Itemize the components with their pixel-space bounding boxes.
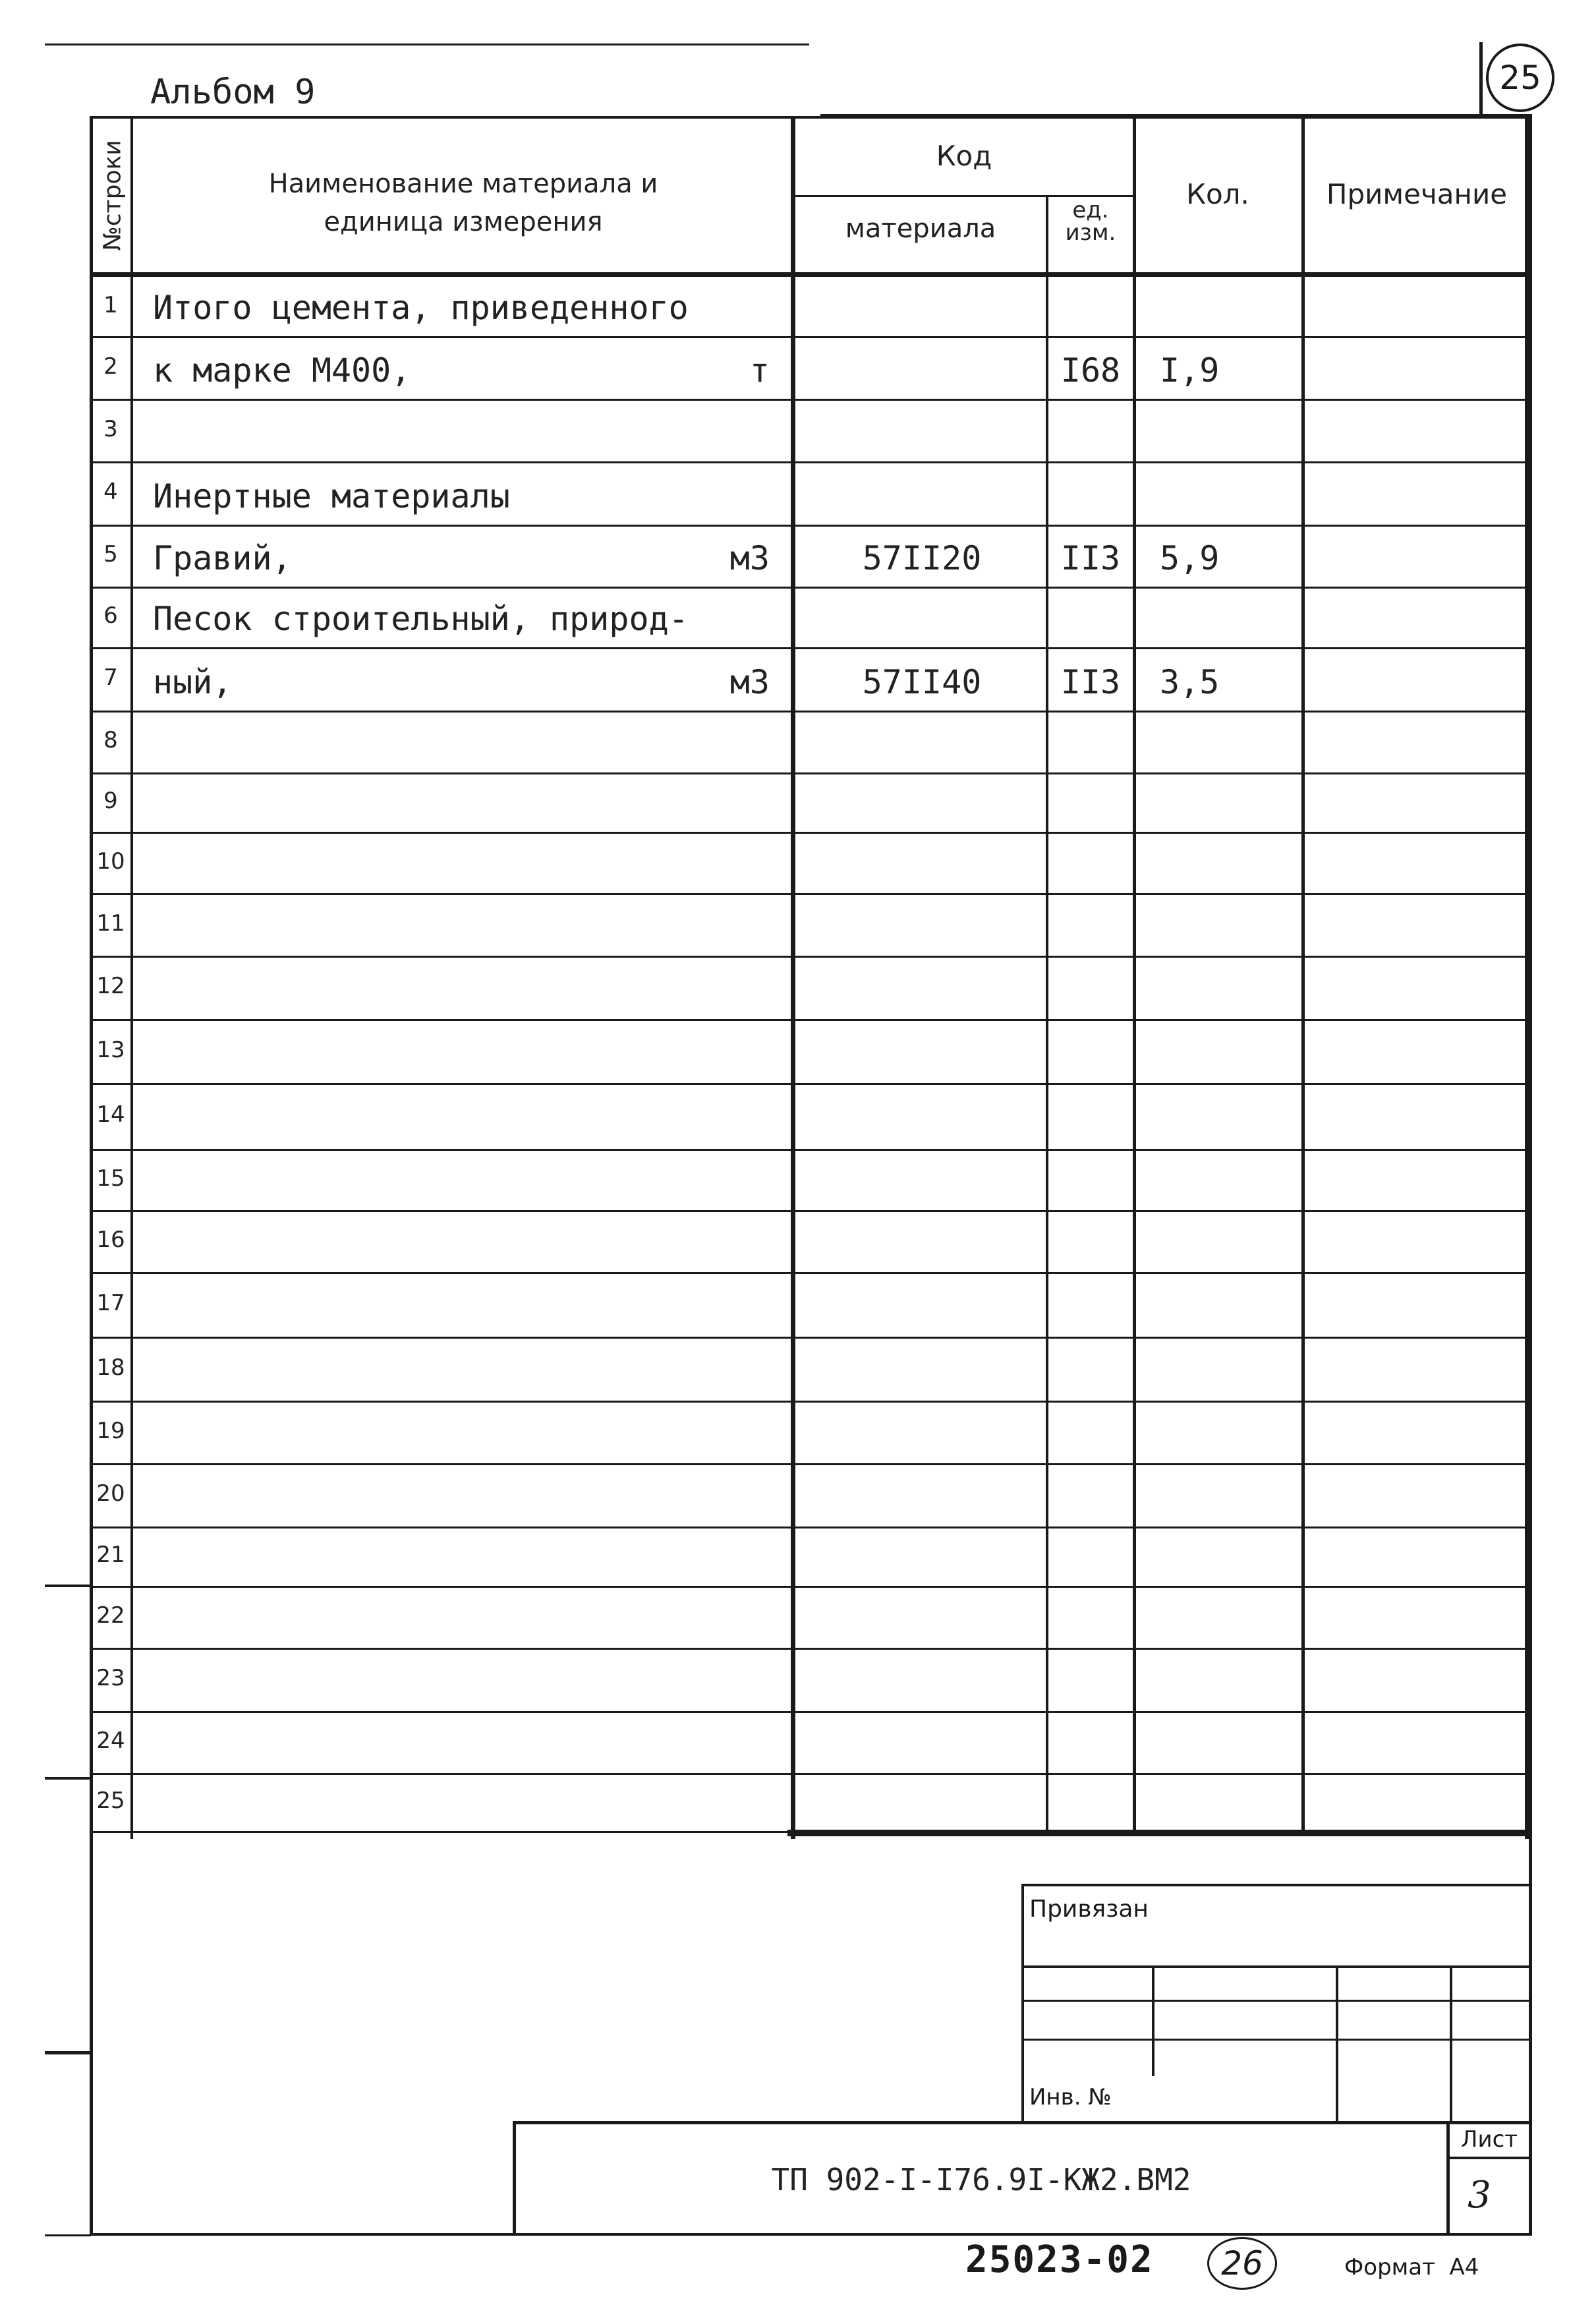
col-qty-header: Кол. bbox=[1186, 178, 1249, 210]
column-line bbox=[1133, 116, 1136, 1832]
col-name-header: Наименование материала и единица измерения bbox=[268, 169, 658, 237]
doc-code: ТП 902-I-I76.9I-КЖ2.ВМ2 bbox=[771, 2162, 1191, 2197]
album-label: Альбом 9 bbox=[150, 73, 316, 112]
row-separator bbox=[90, 956, 1532, 958]
row-number: 25 bbox=[96, 1788, 125, 1814]
page-mark: 25 bbox=[1499, 59, 1541, 97]
col-code-material-header: материала bbox=[845, 214, 996, 244]
stamp-left-line bbox=[1021, 1884, 1024, 2122]
row-number: 7 bbox=[103, 664, 118, 691]
material-name: Песок строительный, природ- bbox=[153, 600, 689, 638]
format-label: Формат А4 bbox=[1344, 2254, 1479, 2281]
row-separator bbox=[90, 1272, 1532, 1274]
privyazan-label: Привязан bbox=[1029, 1896, 1149, 1923]
quantity: 3,5 bbox=[1160, 663, 1220, 701]
stamp-line bbox=[1021, 1965, 1529, 1968]
margin-tick bbox=[45, 2051, 91, 2054]
row-separator bbox=[90, 1337, 1532, 1339]
row-number: 11 bbox=[96, 910, 125, 937]
column-line bbox=[1525, 116, 1530, 1839]
material-name: Инертные материалы bbox=[153, 477, 510, 515]
inv-no-label: Инв. № bbox=[1029, 2084, 1112, 2110]
col-code-unit-header: ед. изм. bbox=[1065, 197, 1116, 246]
sheet-label: Лист bbox=[1460, 2126, 1518, 2153]
stamp-line bbox=[1021, 2000, 1529, 2002]
column-line bbox=[1046, 195, 1048, 1832]
col-note-header: Примечание bbox=[1326, 178, 1508, 210]
unit-code: II3 bbox=[1060, 539, 1121, 577]
top-right-tick bbox=[1479, 42, 1483, 115]
header-top-line bbox=[90, 116, 1532, 119]
row-separator bbox=[90, 711, 1532, 712]
quantity: I,9 bbox=[1160, 351, 1220, 390]
row-separator bbox=[90, 1711, 1532, 1713]
row-number: 1 bbox=[103, 292, 118, 318]
sheet-no: 3 bbox=[1468, 2174, 1491, 2217]
row-number: 19 bbox=[96, 1417, 125, 1444]
row-number: 5 bbox=[103, 541, 118, 567]
row-number: 23 bbox=[96, 1665, 125, 1691]
row-separator bbox=[90, 1401, 1532, 1403]
material-name: к марке М400, bbox=[153, 351, 411, 390]
archive-page-circle bbox=[1207, 2237, 1277, 2290]
material-name: ный, bbox=[153, 663, 233, 701]
material-name: Гравий, bbox=[153, 539, 292, 577]
row-separator bbox=[90, 1149, 1532, 1151]
row-number: 13 bbox=[96, 1036, 125, 1063]
column-line bbox=[130, 116, 133, 1839]
row-number: 3 bbox=[103, 415, 118, 442]
row-separator bbox=[90, 399, 1532, 401]
column-line bbox=[791, 116, 795, 1839]
row-number: 14 bbox=[96, 1101, 125, 1128]
frame-bottom bbox=[90, 2233, 1532, 2236]
unit-code: II3 bbox=[1060, 663, 1121, 701]
row-number: 2 bbox=[103, 353, 118, 380]
margin-tick bbox=[45, 1585, 91, 1587]
stamp-col-line bbox=[1152, 1965, 1154, 2076]
row-separator bbox=[90, 1648, 1532, 1650]
row-number: 20 bbox=[96, 1480, 125, 1507]
table-bottom-border bbox=[787, 1830, 1532, 1836]
row-number: 10 bbox=[96, 848, 125, 875]
material-name: Итого цемента, приведенного bbox=[153, 289, 689, 327]
material-code: 57II40 bbox=[862, 663, 982, 701]
row-separator bbox=[90, 893, 1532, 895]
row-separator bbox=[90, 1586, 1532, 1588]
sheet-label-line bbox=[1446, 2157, 1531, 2159]
material-unit: м3 bbox=[729, 539, 770, 577]
row-number: 15 bbox=[96, 1165, 125, 1192]
stamp-line bbox=[1021, 2039, 1529, 2041]
row-separator bbox=[90, 772, 1532, 774]
margin-tick bbox=[45, 1777, 91, 1780]
row-number: 18 bbox=[96, 1354, 125, 1381]
archive-no: 25023-02 bbox=[965, 2238, 1154, 2281]
row-separator bbox=[90, 1831, 795, 1833]
stamp-col-line bbox=[1336, 1965, 1338, 2122]
row-separator bbox=[90, 1463, 1532, 1465]
row-number: 4 bbox=[103, 479, 118, 505]
row-separator bbox=[90, 1210, 1532, 1212]
row-separator bbox=[90, 1526, 1532, 1528]
row-number: 22 bbox=[96, 1602, 125, 1629]
header-bottom-line bbox=[90, 272, 1532, 277]
row-separator bbox=[90, 525, 1532, 527]
row-separator bbox=[90, 1019, 1532, 1021]
material-unit: м3 bbox=[729, 663, 770, 701]
top-rule bbox=[45, 44, 809, 45]
row-number: 16 bbox=[96, 1227, 125, 1253]
stamp-top-line bbox=[1021, 1884, 1529, 1886]
archive-page: 26 bbox=[1221, 2244, 1263, 2282]
page-mark-circle bbox=[1486, 44, 1554, 112]
row-separator bbox=[90, 461, 1532, 463]
material-code: 57II20 bbox=[862, 539, 982, 577]
row-no-header-text: №строки bbox=[99, 140, 127, 251]
row-separator bbox=[90, 1773, 1532, 1775]
row-separator bbox=[90, 1083, 1532, 1085]
row-number: 8 bbox=[103, 727, 118, 753]
stamp-col-line bbox=[1450, 1965, 1452, 2122]
row-number: 9 bbox=[103, 788, 118, 814]
material-unit: т bbox=[749, 351, 770, 390]
row-separator bbox=[90, 832, 1532, 834]
col-code-header: Код bbox=[936, 140, 992, 172]
row-separator bbox=[90, 647, 1532, 649]
row-separator bbox=[90, 587, 1532, 589]
column-line bbox=[1301, 116, 1305, 1832]
title-block-top bbox=[513, 2121, 1531, 2124]
unit-code: I68 bbox=[1060, 351, 1121, 390]
row-number: 17 bbox=[96, 1290, 125, 1316]
quantity: 5,9 bbox=[1160, 539, 1220, 577]
row-number: 21 bbox=[96, 1542, 125, 1568]
margin-tick bbox=[45, 2234, 91, 2236]
row-number: 24 bbox=[96, 1728, 125, 1754]
col-row-no-header bbox=[93, 119, 132, 272]
row-number: 12 bbox=[96, 973, 125, 999]
row-number: 6 bbox=[103, 602, 118, 629]
row-separator bbox=[90, 336, 1532, 338]
